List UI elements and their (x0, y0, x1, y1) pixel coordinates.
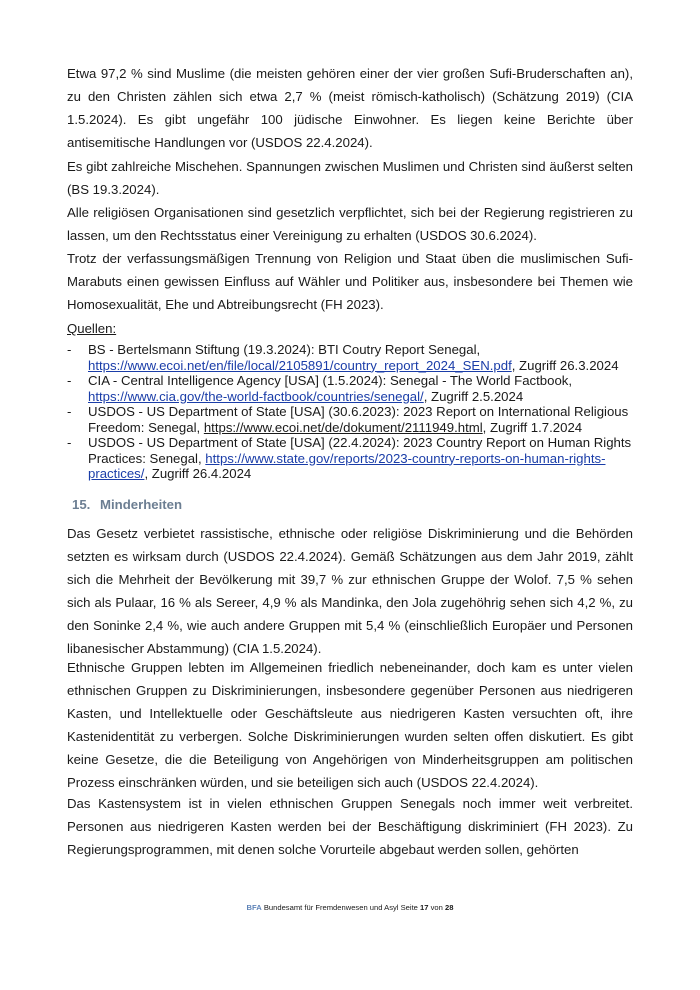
sources-list (67, 342, 633, 482)
list-dash: - (67, 342, 72, 357)
source-text: USDOS - US Department of State [USA] (22.4.2024): 2023 Country Report on Human Rights Practices: Senegal, (88, 435, 632, 466)
paragraph-religion-stats: Etwa 97,2 % sind Muslime (die meisten gehören einer der vier großen Sufi-Bruderschaften an), zu den Christen zählen sich etwa 2,7 % (meist römisch-katholisch) (Schätzung 2019) (CIA 1.5.2024). Es gibt ungefähr 100 jüdische Einwohner. Es liegen keine Berichte über antisemitische Handlungen vor (USDOS 22.4.2024). (67, 66, 633, 150)
list-dash: - (67, 373, 72, 388)
source-item (67, 404, 633, 435)
paragraph-registration: Alle religiösen Organisationen sind gesetzlich verpflichtet, sich bei der Regierung registrieren zu lassen, um den Rechtsstatus einer Vereinigung zu erhalten (USDOS 30.6.2024). (67, 205, 633, 243)
paragraph-mixed-marriages: Es gibt zahlreiche Mischehen. Spannungen zwischen Muslimen und Christen sind äußerst selten (BS 19.3.2024). (67, 159, 633, 197)
section-number: 15. (72, 497, 91, 512)
paragraph-ethnic-groups: Ethnische Gruppen lebten im Allgemeinen friedlich nebeneinander, doch kam es unter vielen ethnischen Gruppen zu Diskriminierungen, insbesondere gegenüber Personen aus niedrigeren Kasten, und Intellektuelle oder Geschäftsleute aus niedrigeren Kasten versuchten oft, ihre Kastenidentität zu verbergen. Solche Diskriminierungen wurden selten offen diskutiert. Es gibt keine Gesetze, die die Beteiligung von Angehörigen von Minderheitsgruppen am politischen Prozess einschränken würden, und sie beteiligen sich auch (USDOS 22.4.2024). (67, 660, 633, 790)
section-heading (72, 497, 182, 512)
footer-text: Bundesamt für Fremdenwesen und Asyl Seite (263, 903, 418, 912)
source-access-date: , Zugriff 26.4.2024 (144, 466, 252, 481)
source-access-date: , Zugriff 2.5.2024 (423, 388, 524, 404)
section-title: Minderheiten (100, 497, 183, 512)
list-dash: - (67, 435, 72, 450)
source-item (67, 373, 633, 404)
footer-brand: BFA (246, 903, 262, 912)
footer-of: von (430, 903, 443, 912)
list-dash: - (67, 404, 72, 419)
page-footer (0, 903, 700, 912)
source-link[interactable]: https://www.state.gov/reports/2023-country-reports-on-human-rights-practices/ (88, 450, 606, 481)
footer-page-total: 28 (445, 903, 454, 912)
source-link[interactable]: https://www.ecoi.net/en/file/local/2105891/country_report_2024_SEN.pdf (88, 357, 512, 373)
source-text: USDOS - US Department of State [USA] (30.6.2023): 2023 Report on International Religious Freedom: Senegal, (88, 404, 629, 435)
sources-heading: Quellen: (67, 321, 117, 336)
source-link[interactable]: https://www.cia.gov/the-world-factbook/countries/senegal/ (88, 388, 424, 404)
paragraph-marabouts: Trotz der verfassungsmäßigen Trennung von Religion und Staat üben die muslimischen Sufi-Marabuts einen gewissen Einfluss auf Wähler und Politiker aus, insbesondere bei Themen wie Homosexualität, Ehe und Abtreibungsrecht (FH 2023). (67, 251, 633, 312)
paragraph-minorities-law: Das Gesetz verbietet rassistische, ethnische oder religiöse Diskriminierung und die Behörden setzten es wirksam durch (USDOS 22.4.2024). Gemäß Schätzungen aus dem Jahr 2019, zählt sich die Mehrheit der Bevölkerung mit 39,7 % zur ethnischen Gruppe der Wolof. 7,5 % sehen sich als Pulaar, 16 % als Sereer, 4,9 % als Mandinka, den Jola zugehöhrig sehen sich 4,2 %, zu den Soninke 2,4 %, wie auch andere Gruppen mit 5,4 % (einschließlich Europäer und Personen libanesischer Abstammung) (CIA 1.5.2024). (67, 526, 633, 656)
source-item (67, 435, 633, 482)
source-link[interactable]: https://www.ecoi.net/de/dokument/2111949.html (203, 419, 483, 435)
paragraph-caste-system: Das Kastensystem ist in vielen ethnischen Gruppen Senegals noch immer weit verbreitet. Personen aus niedrigeren Kasten werden bei der Beschäftigung diskriminiert (FH 2023). Zu Regierungsprogrammen, mit denen solche Vorurteile abgebaut werden sollen, gehörten (67, 796, 633, 857)
source-access-date: , Zugriff 1.7.2024 (482, 419, 583, 435)
source-text: BS - Bertelsmann Stiftung (19.3.2024): BTI Coutry Report Senegal, (88, 342, 481, 357)
footer-page-number: 17 (420, 903, 429, 912)
source-access-date: , Zugriff 26.3.2024 (511, 357, 619, 373)
source-item (67, 342, 633, 373)
source-text: CIA - Central Intelligence Agency [USA] (1.5.2024): Senegal - The World Factbook, (88, 373, 573, 388)
